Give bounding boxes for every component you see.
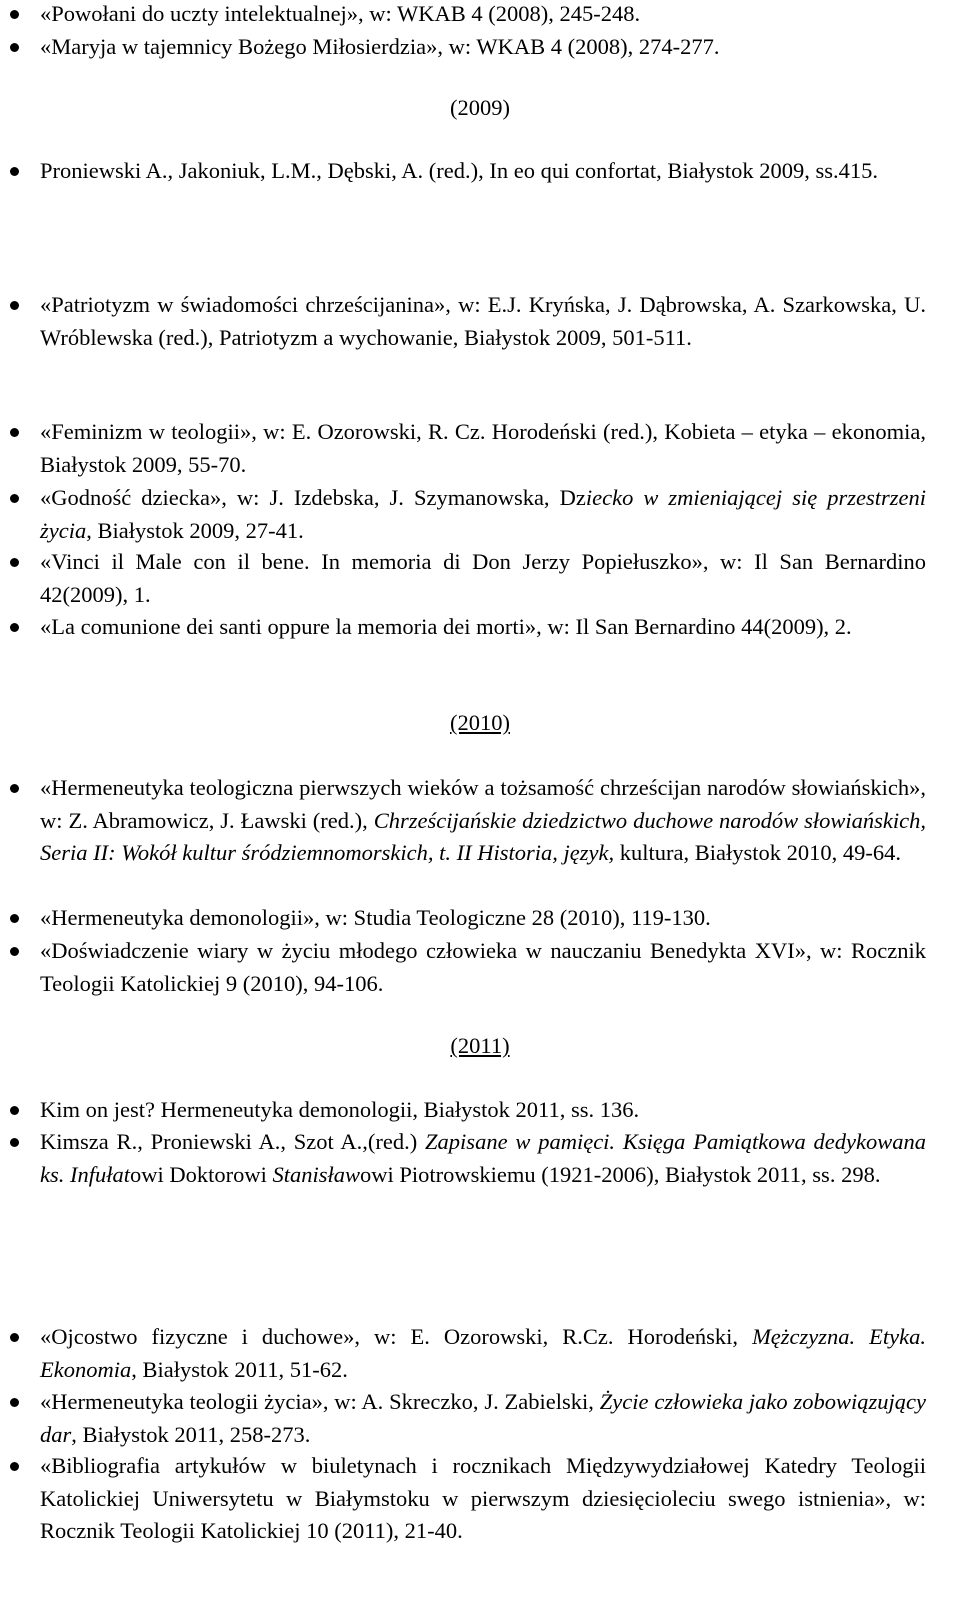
- entry-title-italic: iecko w zmieniającej się przestrzeni życia: [40, 485, 926, 543]
- bullet: [10, 558, 19, 567]
- year-heading: [0, 707, 960, 740]
- bullet: [10, 43, 19, 52]
- entry-text-segment: «Maryja w tajemnicy Bożego Miłosierdzia», w: WKAB 4 (2008), 274-277.: [40, 34, 720, 59]
- list-item: [40, 902, 926, 935]
- year-heading-text: (2009): [450, 95, 510, 120]
- bullet: [10, 1106, 19, 1115]
- entry-title-italic: Życie człowieka jako zobowiązujący dar: [40, 1389, 926, 1447]
- entry-text-segment: kultura, Białystok 2010, 49-64.: [614, 840, 901, 865]
- bullet: [10, 428, 19, 437]
- year-heading: [0, 1030, 960, 1063]
- bullet: [10, 914, 19, 923]
- entry-text-segment: «Feminizm w teologii», w: E. Ozorowski, R. Cz. Horodeński (red.), Kobieta – etyka – ekonomia, Białystok 2009, 55-70.: [40, 419, 926, 477]
- entry-text: [40, 1389, 926, 1447]
- list-item: [40, 416, 926, 481]
- entry-text-segment: «Hermeneutyka teologii życia», w: A. Skreczko, J. Zabielski,: [40, 1389, 600, 1414]
- year-heading-text: (2010): [450, 710, 510, 735]
- list-item: [40, 1094, 926, 1127]
- entry-title-italic: Chrześcijańskie dziedzictwo duchowe narodów słowiańskich, Seria II: Wokół kultur śródziemnomorskich, t. II Historia, język,: [40, 807, 926, 865]
- list-item: [40, 289, 926, 354]
- list-item: [40, 772, 926, 870]
- list-item: [40, 482, 926, 547]
- entry-text-segment: , Białystok 2011, 258-273.: [71, 1421, 311, 1447]
- list-item: [40, 155, 926, 188]
- entry-title-italic: Mężczyzna. Etyka. Ekonomia: [40, 1324, 926, 1382]
- entry-text-segment: «Patriotyzm w świadomości chrześcijanina», w: E.J. Kryńska, J. Dąbrowska, A. Szarkowska, U. Wróblewska (red.), Patriotyzm a wychowanie, Białystok 2009, 501-511.: [40, 292, 926, 350]
- entry-text-segment: «Vinci il Male con il bene. In memoria di Don Jerzy Popiełuszko», w: Il San Bernardino 42(2009), 1.: [40, 549, 926, 607]
- list-item: [40, 1386, 926, 1451]
- entry-text-segment: owi Piotrowskiemu (1921-2006), Białystok 2011, ss. 298.: [360, 1161, 881, 1187]
- list-item: [40, 1321, 926, 1386]
- entry-title-italic: Zapisane w pamięci. Księga Pamiątkowa dedykowana ks. Infułat: [40, 1129, 926, 1187]
- bullet: [10, 494, 19, 503]
- entry-text: [40, 485, 926, 543]
- entry-text: [40, 1097, 639, 1122]
- bullet: [10, 301, 19, 310]
- entry-text: [40, 905, 711, 930]
- entry-text-segment: Kimsza R., Proniewski A., Szot A.,(red.): [40, 1129, 426, 1154]
- entry-text-segment: «Hermeneutyka teologiczna pierwszych wieków a tożsamość chrześcijan narodów słowiańskich», w: Z. Abramowicz, J. Ławski (red.),: [40, 775, 926, 833]
- bullet: [10, 623, 19, 632]
- bullet: [10, 1333, 19, 1342]
- entry-text-segment: , Białystok 2011, 51-62.: [131, 1356, 348, 1382]
- entry-title-italic: Stanisław: [272, 1161, 361, 1187]
- entry-text-segment: «Doświadczenie wiary w życiu młodego człowieka w nauczaniu Benedykta XVI», w: Rocznik Teologii Katolickiej 9 (2010), 94-106.: [40, 938, 926, 996]
- entry-text: [40, 292, 926, 350]
- entry-text: [40, 34, 719, 59]
- entry-text-segment: «Godność dziecka», w: J. Izdebska, J. Szymanowska, Dz: [40, 485, 586, 510]
- list-item: [40, 935, 926, 1000]
- entry-text: [40, 938, 926, 996]
- entry-text-segment: «Bibliografia artykułów w biuletynach i rocznikach Międzywydziałowej Katedry Teologii Katolickiej Uniwersytetu w Białymstoku w pierwszym dziesięcioleciu swego istnienia», w: Rocznik Teologii Katolickiej 10 (2011), 21-40.: [40, 1453, 926, 1543]
- entry-text-segment: owi Doktorowi: [130, 1161, 273, 1187]
- entry-text-segment: Kim on jest? Hermeneutyka demonologii, Białystok 2011, ss. 136.: [40, 1097, 640, 1122]
- list-item: [40, 546, 926, 611]
- entry-text: [40, 1, 640, 26]
- entry-text: [40, 614, 852, 639]
- list-item: [40, 611, 926, 644]
- bullet: [10, 1398, 19, 1407]
- bullet: [10, 784, 19, 793]
- entry-text: [40, 1324, 926, 1382]
- entry-text: [40, 158, 878, 183]
- entry-text-segment: , Białystok 2009, 27-41.: [86, 517, 304, 543]
- entry-text-segment: Proniewski A., Jakoniuk, L.M., Dębski, A. (red.), In eo qui confortat, Białystok 2009, ss.415.: [40, 158, 879, 183]
- bullet: [10, 10, 19, 19]
- year-heading-text: (2011): [450, 1033, 510, 1058]
- year-heading: [0, 92, 960, 125]
- entry-text: [40, 549, 926, 607]
- entry-text: [40, 775, 926, 865]
- bullet: [10, 167, 19, 176]
- list-item: [40, 1450, 926, 1548]
- list-item: [40, 0, 926, 31]
- entry-text: [40, 1129, 926, 1187]
- entry-text-segment: «Hermeneutyka demonologii», w: Studia Teologiczne 28 (2010), 119-130.: [40, 905, 711, 930]
- entry-text-segment: «La comunione dei santi oppure la memoria dei morti», w: Il San Bernardino 44(2009), 2.: [40, 614, 852, 639]
- bullet: [10, 1138, 19, 1147]
- bullet: [10, 1462, 19, 1471]
- entry-text: [40, 1453, 926, 1543]
- list-item: [40, 1126, 926, 1191]
- bullet: [10, 947, 19, 956]
- entry-text-segment: «Ojcostwo fizyczne i duchowe», w: E. Ozorowski, R.Cz. Horodeński,: [40, 1324, 753, 1349]
- entry-text-segment: «Powołani do uczty intelektualnej», w: WKAB 4 (2008), 245-248.: [40, 1, 641, 26]
- entry-text: [40, 419, 926, 477]
- list-item: [40, 31, 926, 64]
